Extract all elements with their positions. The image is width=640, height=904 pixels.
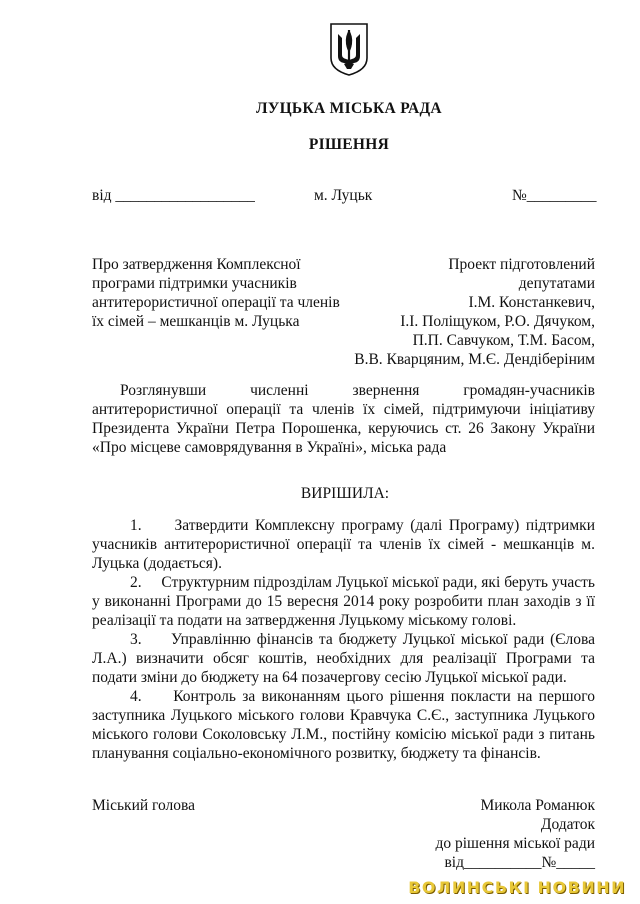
signature-position: Міський голова: [92, 797, 196, 814]
subject-line: їх сімей – мешканців м. Луцька: [92, 313, 300, 330]
subject-line: антитерористичної операції та членів: [92, 294, 340, 311]
watermark-logo: ВОЛИНСЬКІ НОВИНИ: [408, 878, 626, 897]
item-number: 3.: [130, 631, 142, 648]
signature-name: Микола Романюк: [480, 797, 595, 814]
city-label: м. Луцьк: [314, 187, 373, 204]
decision-item: [92, 573, 595, 630]
coat-of-arms-icon: [329, 22, 369, 77]
appendix-line: до рішення міської ради: [435, 835, 595, 852]
prepared-line: В.В. Кварцяним, М.Є. Дендіберіним: [354, 351, 595, 368]
decision-item: [92, 516, 595, 573]
subject-line: програми підтримки учасників: [92, 275, 297, 292]
date-field: від __________________: [92, 187, 255, 204]
prepared-line: П.П. Савчуком, Т.М. Басом,: [412, 332, 595, 349]
prepared-line: І.І. Поліщуком, Р.О. Дячуком,: [400, 313, 595, 330]
council-title: ЛУЦЬКА МІСЬКА РАДА: [256, 100, 442, 117]
item-text: Структурним підрозділам Луцької міської ради, які беруть участь у виконанні Програми до 15 вересня 2014 року розробити план заходів з її реалізації та подати на затвердження Луцькому міському голові.: [92, 574, 596, 629]
number-field: №_________: [512, 187, 597, 204]
decided-heading: ВИРІШИЛА:: [300, 485, 390, 502]
item-number: 2.: [130, 574, 142, 591]
appendix-line: від__________№_____: [444, 854, 595, 871]
item-text: Контроль за виконанням цього рішення покласти на першого заступника Луцького міського голови Кравчука С.Є., заступника Луцького міського голови Соколовську Л.М., постійну комісію міської ради з питань планування соціально-економічного розвитку, бюджету та фінансів.: [92, 688, 595, 762]
item-text: Управлінню фінансів та бюджету Луцької міської ради (Єлова Л.А.) визначити обсяг коштів, необхідних для реалізації Програми та подати зміни до бюджету на 64 позачергову сесію Луцької міської ради.: [92, 631, 595, 686]
prepared-line: Проект підготовлений: [448, 256, 595, 273]
appendix-line: Додаток: [540, 816, 595, 833]
prepared-line: І.М. Констанкевич,: [468, 294, 595, 311]
prepared-line: депутатами: [518, 275, 595, 292]
item-text: Затвердити Комплексну програму (далі Програму) підтримки учасників антитерористичної операції та членів їх сімей - мешканців м. Луцька (додається).: [92, 517, 595, 572]
preamble-paragraph: Розглянувши численні звернення громадян-учасників антитерористичної операції та членів їх сімей, підтримуючи ініціативу Президента України Петра Порошенка, керуючись ст. 26 Закону України «Про місцеве самоврядування в Україні», міська рада: [92, 382, 595, 456]
decision-item: [92, 687, 595, 763]
decision-item: [92, 630, 595, 687]
subject-line: Про затвердження Комплексної: [92, 256, 301, 273]
item-number: 4.: [130, 688, 142, 705]
item-number: 1.: [130, 517, 142, 534]
document-type: РІШЕННЯ: [308, 136, 390, 153]
